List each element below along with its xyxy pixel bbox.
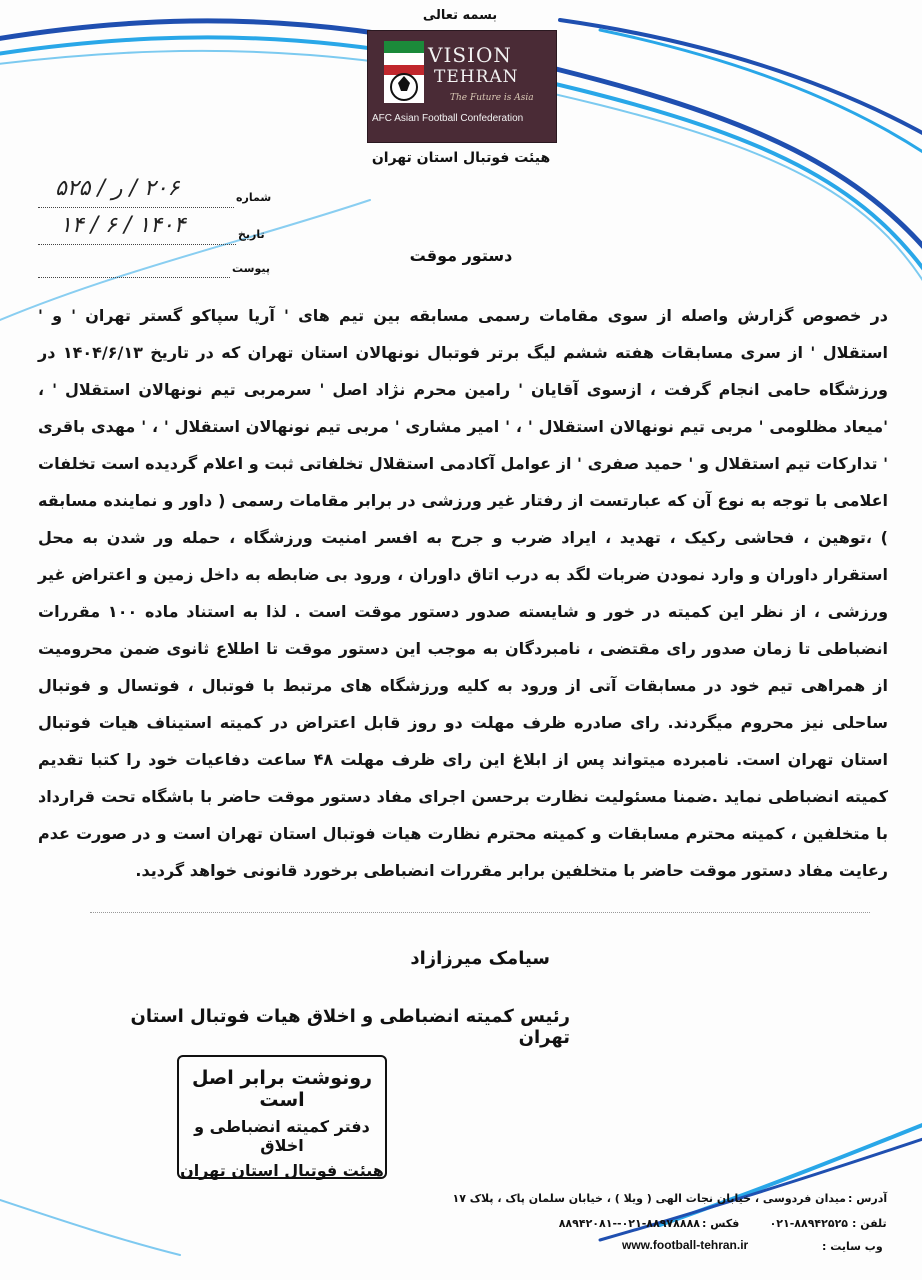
number-line bbox=[38, 207, 234, 208]
body-divider bbox=[90, 912, 870, 913]
address-label: آدرس : bbox=[848, 1192, 888, 1205]
attachment-label: پیوست bbox=[232, 262, 270, 275]
document-title: دستور موقت bbox=[409, 246, 513, 265]
certified-copy-stamp bbox=[177, 1055, 387, 1179]
logo-afc-text: AFC Asian Football Confederation bbox=[372, 113, 524, 124]
number-label: شماره bbox=[236, 191, 272, 204]
decision-paragraph: در خصوص گزارش واصله از سوی مقامات رسمی مسابقه بین تیم های ' آریا سپاکو گستر تهران ' و ' استقلال ' از سری مسابقات هفته ششم لیگ برتر فوتبال نونهالان استان تهران که در تاریخ ۱۴۰۴/۶/۱۳ در ورزشگاه حامی انجام گرفت ، ازسوی آقایان ' رامین محرم نژاد اصل ' سرمربی تیم نونهالان استقلال ' ، 'میعاد مظلومی ' مربی تیم نونهالان استقلال ' ، ' امیر مشاری ' مربی تیم نونهالان استقلال ' ، ' مهدی باقری ' تدارکات تیم استقلال و ' حمید صفری ' از عوامل آکادمی استقلال تخلفاتی ثبت و اعلام گردیده است تخلفات اعلامی با توجه به نوع آن که عبارتست از رفتار غیر ورزشی در برابر مقامات رسمی ( داور و نماینده مسابقه ) ،توهین ، فحاشی رکیک ، تهدید ، ایراد ضرب و جرح به افسر امنیت ورزشگاه ، حمله ور شدن به محل استقرار داوران و وارد نمودن ضربات لگد به درب اتاق داوران ، ورود بی ضابطه به داخل زمین و اعتراض غیر ورزشی ، از نظر این کمیته در خور و شایسته صدور دستور موقت است . لذا به استناد ماده ۱۰۰ مقررات انضباطی تا زمان صدور رای مقتضی ، نامبردگان به موجب این دستور موقت تا اطلاع ثانوی ضمن محرومیت از همراهی تیم خود در مسابقات آتی از ورود به کلیه ورزشگاه های مرتبط با فوتبال ، فوتسال و فوتبال ساحلی نیز محروم میگردند. رای صادره ظرف مهلت دو روز قابل اعتراض در کمیته استیناف هیات فوتبال استان تهران است. نامبرده میتواند پس از ابلاغ این رای ظرف مهلت ۴۸ ساعت دفاعیات خود را کتبا تقدیم کمیته انضباطی نماید .ضمنا مسئولیت نظارت برحسن اجرای مفاد دستور موقت حاضر با باشگاه تحت قرارداد با متخلفین ، کمیته محترم مسابقات و کمیته محترم نظارت هیات فوتبال استان تهران است و در صورت عدم رعایت مفاد دستور موقت حاضر با متخلفین برابر مقررات انضباطی برخورد قانونی خواهد گردید. bbox=[38, 306, 889, 880]
organization-name: هیئت فوتبال استان تهران bbox=[371, 150, 551, 166]
basmala: بسمه تعالی bbox=[422, 8, 498, 23]
website-label: وب سایت : bbox=[822, 1240, 883, 1253]
address-value: میدان فردوسی ، خیابان نجات الهی ( ویلا ) ، خیابان سلمان پاک ، پلاک ۱۷ bbox=[452, 1192, 846, 1205]
website-link[interactable]: www.football-tehran.ir bbox=[622, 1238, 749, 1252]
stamp-line-3: هیئت فوتبال استان تهران bbox=[180, 1161, 384, 1180]
vision-tehran-logo bbox=[367, 30, 557, 143]
date-label: تاریخ bbox=[238, 228, 265, 241]
signatory-name: سیامک میرزازاد bbox=[410, 948, 550, 969]
logo-tagline: The Future is Asia bbox=[450, 93, 534, 103]
fax-label: فکس : bbox=[702, 1217, 740, 1230]
stamp-line-1: رونوشت برابر اصل است bbox=[191, 1067, 373, 1111]
number-value: ۲۰۶ / ر / ۵۲۵ bbox=[55, 176, 180, 201]
phone-value: ۰۲۱-۸۸۹۴۲۵۲۵ bbox=[769, 1217, 848, 1230]
signatory-title: رئیس کمیته انضباطی و اخلاق هیات فوتبال استان تهران bbox=[130, 1006, 570, 1048]
fax-value: ۰۲۱-۸۸۹۷۸۸۸۸--۸۸۹۴۲۰۸۱ bbox=[558, 1217, 700, 1230]
date-value: ۱۴۰۴ / ۶ / ۱۴ bbox=[60, 213, 186, 238]
phone-label: تلفن : bbox=[852, 1217, 887, 1230]
date-line bbox=[38, 244, 236, 245]
stamp-line-2: دفتر کمیته انضباطی و اخلاق bbox=[194, 1117, 370, 1155]
logo-tehran-text: TEHRAN bbox=[434, 67, 519, 87]
logo-vision-text: VISION bbox=[428, 43, 512, 67]
federation-emblem-icon bbox=[382, 39, 426, 119]
attachment-line bbox=[38, 277, 230, 278]
decision-body bbox=[38, 297, 888, 917]
